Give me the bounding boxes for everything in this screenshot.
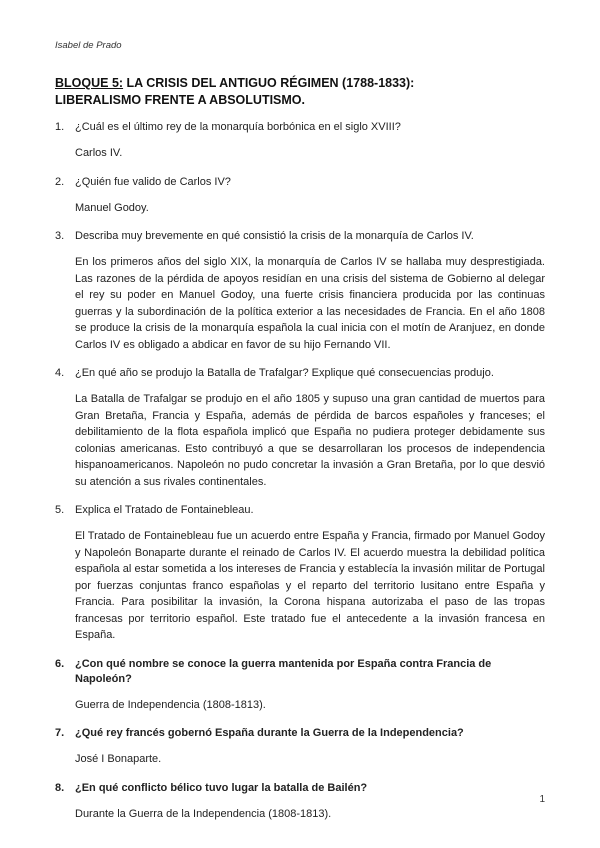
answer-text: Durante la Guerra de la Independencia (1808-1813). <box>75 807 332 820</box>
answer-text: José I Bonaparte. <box>75 753 162 765</box>
question-item-2 <box>55 175 545 217</box>
question-number: 2. <box>55 175 65 188</box>
question-item-6 <box>55 657 545 714</box>
question-number: 8. <box>55 781 65 794</box>
answer-text: Carlos IV. <box>75 147 123 159</box>
question-number: 7. <box>55 727 65 739</box>
page-title <box>55 75 545 109</box>
question-item-4 <box>55 366 545 490</box>
title-line-2: LIBERALISMO FRENTE A ABSOLUTISMO. <box>55 93 305 107</box>
question-item-7 <box>55 726 545 768</box>
page-number: 1 <box>539 794 545 805</box>
question-number: 1. <box>55 121 65 133</box>
question-number: 4. <box>55 367 65 379</box>
question-item-5 <box>55 503 545 644</box>
answer-text: Manuel Godoy. <box>75 201 149 214</box>
question-text: ¿Con qué nombre se conoce la guerra mantenida por España contra Francia de Napoleón? <box>75 657 492 685</box>
question-item-1 <box>55 120 545 162</box>
question-item-8 <box>55 781 545 823</box>
block-label: BLOQUE 5: <box>55 76 124 90</box>
author-header: Isabel de Prado <box>55 40 122 51</box>
question-list <box>55 120 545 822</box>
question-text: ¿Cuál es el último rey de la monarquía borbónica en el siglo XVIII? <box>75 121 401 133</box>
answer-text: Guerra de Independencia (1808-1813). <box>75 698 266 711</box>
answer-text: En los primeros años del siglo XIX, la monarquía de Carlos IV se hallaba muy desprestigiada. Las razones de la pérdida de apoyos residían en una crisis del sistema de Gobierno al delegar el rey su poder en Manuel Godoy, una fuerte crisis financiera producida por las continuas guerras y la subordinación de la política exterior a las necesidades de Francia. En el año 1808 se produce la crisis de la monarquía española la cual inicia con el motín de Aranjuez, en donde Carlos IV es obligado a abdicar en favor de su hijo Fernando VII. <box>75 256 545 351</box>
question-number: 6. <box>55 657 65 670</box>
title-line-1-text: LA CRISIS DEL ANTIGUO RÉGIMEN (1788-1833): <box>123 76 415 90</box>
question-number: 5. <box>55 504 65 516</box>
answer-text: La Batalla de Trafalgar se produjo en el año 1805 y supuso una gran cantidad de muertos para Gran Bretaña, Francia y España, además de pérdida de barcos españoles y franceses; el debilitamiento de la flota española implicó que España no pudiera proteger debidamente sus colonias americanas. Esto contribuyó a que se desarrollaran los procesos de independencia hispanoamericanos. Napoleón no pudo concretar la invasión a Gran Bretaña, por lo que desvió su atención a sus rivales continentales. <box>75 393 545 488</box>
question-item-3 <box>55 229 545 353</box>
question-number: 3. <box>55 230 65 242</box>
question-text: ¿Qué rey francés gobernó España durante la Guerra de la Independencia? <box>75 727 464 739</box>
question-text: ¿Quién fue valido de Carlos IV? <box>75 175 231 188</box>
question-text: Explica el Tratado de Fontainebleau. <box>75 504 254 516</box>
question-text: ¿En qué año se produjo la Batalla de Trafalgar? Explique qué consecuencias produjo. <box>75 367 494 379</box>
question-text: ¿En qué conflicto bélico tuvo lugar la batalla de Bailén? <box>75 781 368 794</box>
question-text: Describa muy brevemente en qué consistió la crisis de la monarquía de Carlos IV. <box>75 230 474 242</box>
title-line-1 <box>55 75 545 92</box>
answer-text: El Tratado de Fontainebleau fue un acuerdo entre España y Francia, firmado por Manuel Godoy y Napoleón Bonaparte durante el reinado de Carlos IV. El acuerdo muestra la debilidad política española al estar sometida a los intereses de Francia y establecía la invasión militar de Portugal por fuerzas conjuntas franco españolas y el reparto del territorio lusitano entre España y Francia. Para posibilitar la invasión, la Corona hispana autorizaba el paso de las tropas francesas por territorio español. Este tratado fue el antecedente a la invasión francesa en España. <box>75 530 545 641</box>
